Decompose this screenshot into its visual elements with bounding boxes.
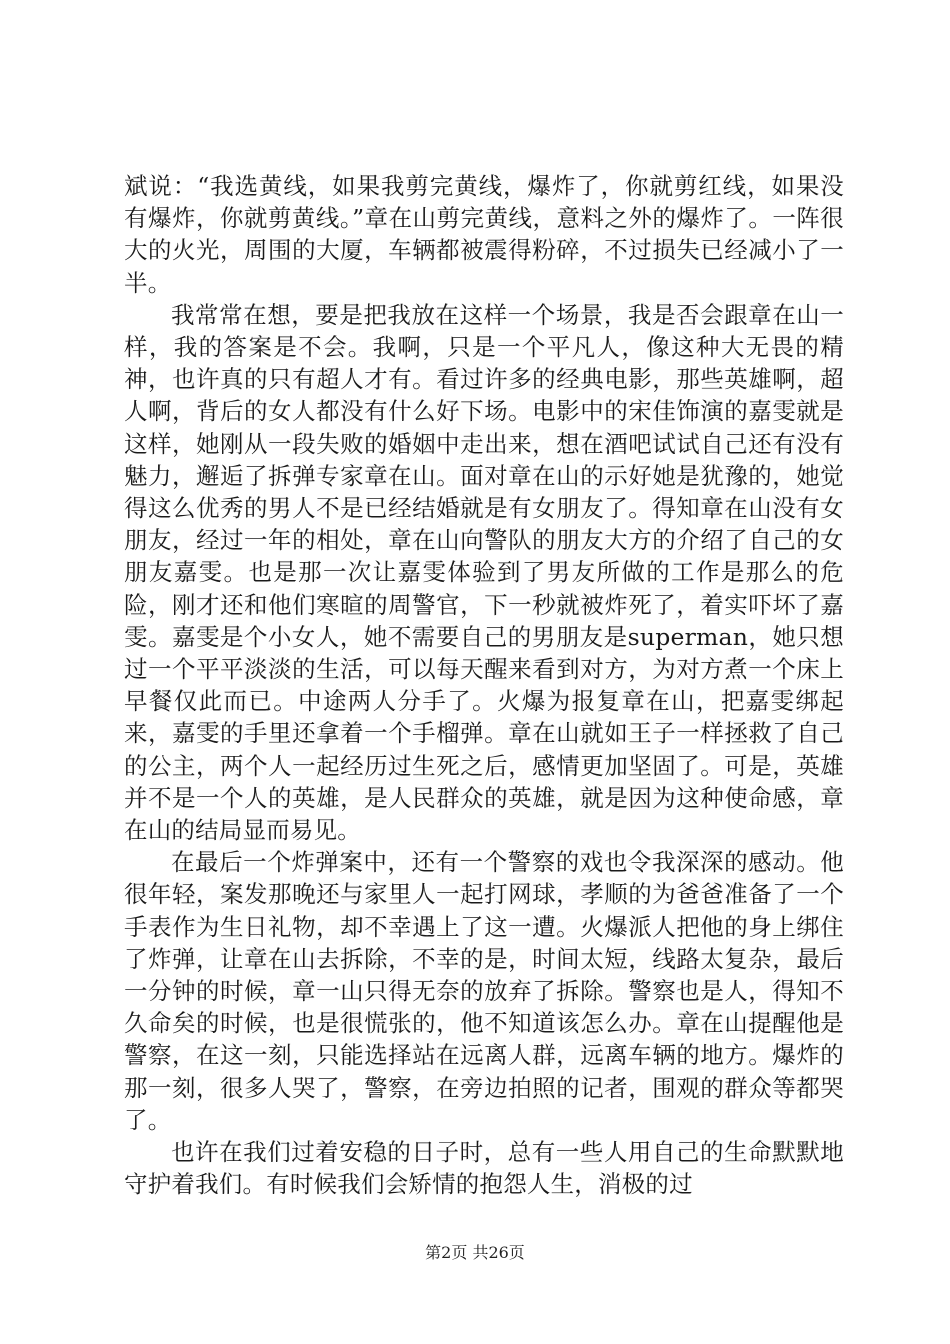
paragraph-3: 在最后一个炸弹案中，还有一个警察的戏也令我深深的感动。他很年轻，案发那晚还与家里人一起打网球，孝顺的为爸爸准备了一个手表作为生日礼物，却不幸遇上了这一遭。火爆派人把他的身上绑住了炸弹，让章在山去拆除，不幸的是，时间太短，线路太复杂，最后一分钟的时候，章一山只得无奈的放弃了拆除。警察也是人，得知不久命矣的时候，也是很慌张的，他不知道该怎么办。章在山提醒他是警察，在这一刻，只能选择站在远离人群，远离车辆的地方。爆炸的那一刻，很多人哭了，警察，在旁边拍照的记者，围观的群众等都哭了。 [124, 848, 844, 1134]
document-body [124, 170, 844, 1201]
paragraph-4: 也许在我们过着安稳的日子时，总有一些人用自己的生命默默地守护着我们。有时候我们会矫情的抱怨人生，消极的过 [124, 1138, 844, 1199]
paragraph-2: 我常常在想，要是把我放在这样一个场景，我是否会跟章在山一样，我的答案是不会。我啊，只是一个平凡人，像这种大无畏的精神，也许真的只有超人才有。看过许多的经典电影，那些英雄啊，超人啊，背后的女人都没有什么好下场。电影中的宋佳饰演的嘉雯就是这样，她刚从一段失败的婚姻中走出来，想在酒吧试试自己还有没有魅力，邂逅了拆弹专家章在山。面对章在山的示好她是犹豫的，她觉得这么优秀的男人不是已经结婚就是有女朋友了。得知章在山没有女朋友，经过一年的相处，章在山向警队的朋友大方的介绍了自己的女朋友嘉雯。也是那一次让嘉雯体验到了男友所做的工作是那么的危险，刚才还和他们寒暄的周警官，下一秒就被炸死了，着实吓坏了嘉雯。嘉雯是个小女人，她不需要自己的男朋友是superman，她只想过一个平平淡淡的生活，可以每天醒来看到对方，为对方煮一个床上早餐仅此而已。中途两人分手了。火爆为报复章在山，把嘉雯绑起来，嘉雯的手里还拿着一个手榴弹。章在山就如王子一样拯救了自己的公主，两个人一起经历过生死之后，感情更加坚固了。可是，英雄并不是一个人的英雄，是人民群众的英雄，就是因为这种使命感，章在山的结局显而易见。 [124, 300, 844, 845]
page-number-footer: 第2页 共26页 [425, 1243, 525, 1262]
paragraph-1: 斌说：“我选黄线，如果我剪完黄线，爆炸了，你就剪红线，如果没有爆炸，你就剪黄线。”章在山剪完黄线，意料之外的爆炸了。一阵很大的火光，周围的大厦，车辆都被震得粉碎，不过损失已经减小了一半。 [124, 172, 844, 297]
